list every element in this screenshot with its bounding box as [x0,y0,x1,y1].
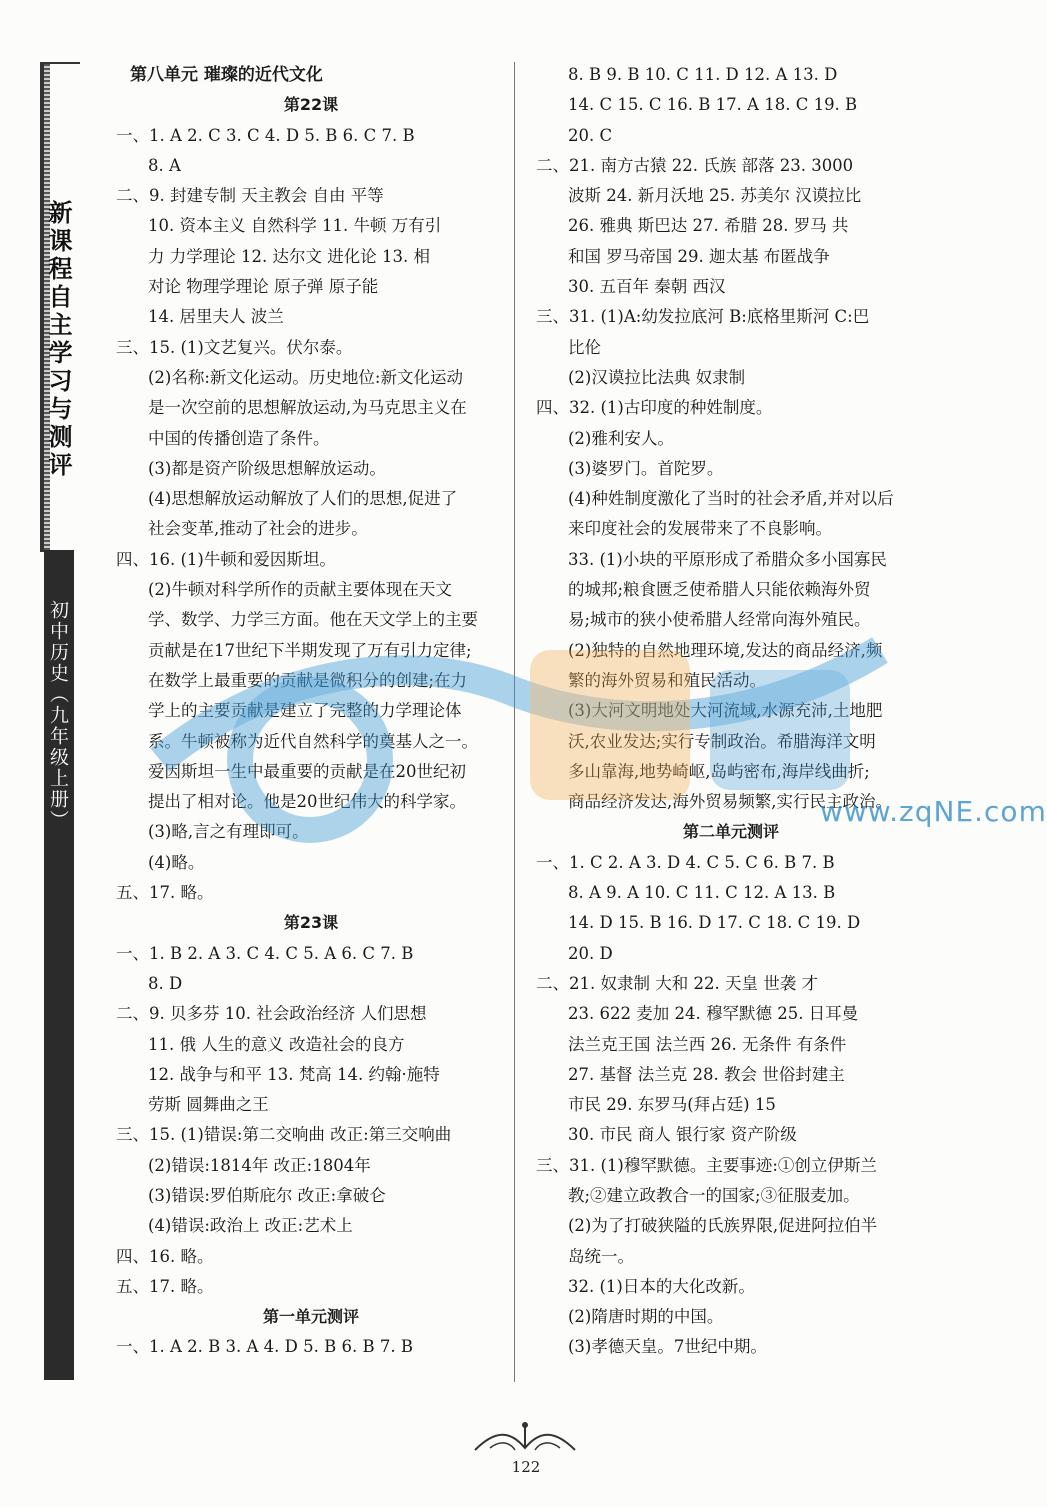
answer-line: 23. 622 麦加 24. 穆罕默德 25. 日耳曼 [568,1004,859,1024]
page-number: 122 [511,1458,541,1476]
answer-line: (2)牛顿对科学所作的贡献主要体现在天文 [148,580,452,600]
answer-line: 爱因斯坦一生中最重要的贡献是在20世纪初 [148,761,466,781]
answer-line: 三、15. (1)错误:第二交响曲 改正:第三交响曲 [116,1125,452,1145]
answer-line: 力 力学理论 12. 达尔文 进化论 13. 相 [148,246,430,266]
answer-line: 8. D [148,973,183,993]
answer-line: 四、16. (1)牛顿和爱因斯坦。 [116,549,336,569]
answer-line: (2)汉谟拉比法典 奴隶制 [568,367,746,387]
answer-line: 岛统一。 [568,1246,634,1266]
answer-line: (3)略,言之有理即可。 [148,822,309,842]
answer-line: 8. B 9. B 10. C 11. D 12. A 13. D [568,65,838,84]
answer-line: 波斯 24. 新月沃地 25. 苏美尔 汉谟拉比 [568,186,862,206]
answer-line: 沃,农业发达;实行专制政治。希腊海洋文明 [568,731,876,751]
answer-line: 33. (1)小块的平原形成了希腊众多小国寡民 [568,549,887,569]
answer-line: 三、31. (1)A:幼发拉底河 B:底格里斯河 C:巴 [536,307,870,327]
answer-line: 一、1. C 2. A 3. D 4. C 5. C 6. B 7. B [536,852,835,872]
answer-line: 易;城市的狭小使希腊人经常向海外殖民。 [568,610,871,630]
answer-line: 11. 俄 人生的意义 改造社会的良方 [148,1034,405,1054]
section-heading: 第八单元 璀璨的近代文化 [130,65,323,85]
answer-line: 四、16. 略。 [116,1246,214,1266]
section-heading: 第一单元测评 [262,1307,359,1327]
answer-line: 商品经济发达,海外贸易频繁,实行民主政治。 [568,792,892,812]
section-heading: 第二单元测评 [682,822,779,842]
answer-line: 五、17. 略。 [116,883,214,903]
answer-line: 的城邦;粮食匮乏使希腊人只能依赖海外贸 [568,580,871,600]
answer-line: 四、32. (1)古印度的种姓制度。 [536,398,773,418]
answer-line: 学上的主要贡献是建立了完整的力学理论体 [148,701,462,721]
answer-line: 二、21. 奴隶制 大和 22. 天皇 世袭 才 [536,973,818,993]
spine-subject-label: 初中历史（九年级上册） [47,600,69,831]
answer-line: 教;②建立政教合一的国家;③征服麦加。 [568,1185,860,1205]
answer-line: (3)婆罗门。首陀罗。 [568,458,724,478]
section-heading: 第22课 [283,95,339,115]
answer-line: 26. 雅典 斯巴达 27. 希腊 28. 罗马 共 [568,216,849,236]
answer-line: (2)为了打破狭隘的氏族界限,促进阿拉伯半 [568,1216,878,1236]
answer-line: 二、9. 贝多芬 10. 社会政治经济 人们思想 [116,1004,427,1024]
answer-line: 提出了相对论。他是20世纪伟大的科学家。 [148,792,466,812]
answer-line: 14. D 15. B 16. D 17. C 18. C 19. D [568,913,861,933]
answer-line: (2)独特的自然地理环境,发达的商品经济,频 [568,640,883,660]
answer-line: (4)种姓制度激化了当时的社会矛盾,并对以后 [568,489,894,509]
answer-line: 二、21. 南方古猿 22. 氏族 部落 23. 3000 [536,155,854,175]
watermark-url: www.zqNE.com [820,795,1047,828]
answer-line: 中国的传播创造了条件。 [148,428,330,448]
answer-line: 一、1. A 2. C 3. C 4. D 5. B 6. C 7. B [116,125,415,145]
answer-line: 市民 29. 东罗马(拜占廷) 15 [568,1095,776,1115]
answer-line: (3)孝德天皇。7世纪中期。 [568,1337,767,1357]
answer-line: 30. 五百年 秦朝 西汉 [568,277,726,297]
answer-line: 三、31. (1)穆罕默德。主要事迹:①创立伊斯兰 [536,1155,877,1175]
answer-line: 8. A [148,155,181,175]
answer-line: (3)错误:罗伯斯庇尔 改正:拿破仑 [148,1185,386,1205]
answer-line: 10. 资本主义 自然科学 11. 牛顿 万有引 [148,216,442,236]
right-column [536,60,926,1363]
column-divider [514,62,515,1382]
answer-line: 一、1. B 2. A 3. C 4. C 5. A 6. C 7. B [116,943,414,963]
answer-line: 学、数学、力学三方面。他在天文学上的主要 [148,610,478,630]
answer-line: 社会变革,推动了社会的进步。 [148,519,368,539]
answer-line: (4)错误:政治上 改正:艺术上 [148,1216,353,1236]
answer-line: 五、17. 略。 [116,1276,214,1296]
answer-line: (4)思想解放运动解放了人们的思想,促进了 [148,489,458,509]
answer-line: 是一次空前的思想解放运动,为马克思主义在 [148,398,467,418]
answer-line: (2)雅利安人。 [568,428,674,448]
answer-line: 来印度社会的发展带来了不良影响。 [568,519,832,539]
answer-line: 在数学上最重要的贡献是微积分的创建;在力 [148,670,468,690]
answer-line: 20. C [568,125,613,145]
answer-line: 法兰克王国 法兰西 26. 无条件 有条件 [568,1034,847,1054]
answer-line: 和国 罗马帝国 29. 迦太基 布匿战争 [568,246,830,266]
answer-line: 一、1. A 2. B 3. A 4. D 5. B 6. B 7. B [116,1337,413,1357]
footer-ornament-icon [470,1420,580,1460]
answer-line: (3)大河文明地处大河流域,水源充沛,土地肥 [568,701,883,721]
answer-line: 二、9. 封建专制 天主教会 自由 平等 [116,186,384,206]
answer-line: 三、15. (1)文艺复兴。伏尔泰。 [116,337,353,357]
answer-line: 多山靠海,地势崎岖,岛屿密布,海岸线曲折; [568,761,870,781]
answer-line: 14. C 15. C 16. B 17. A 18. C 19. B [568,95,858,115]
spine-series-title: 新课程自主学习与测评 [44,200,72,480]
answer-line: (2)隋唐时期的中国。 [568,1307,724,1327]
answer-line: 贡献是在17世纪下半期发现了万有引力定律; [148,640,472,660]
answer-line: 12. 战争与和平 13. 梵高 14. 约翰·施特 [148,1064,440,1084]
left-column [116,60,506,1363]
answer-line: (2)名称:新文化运动。历史地位:新文化运动 [148,367,463,387]
answer-line: 30. 市民 商人 银行家 资产阶级 [568,1125,797,1145]
answer-line: 27. 基督 法兰克 28. 教会 世俗封建主 [568,1064,845,1084]
answer-line: 系。牛顿被称为近代自然科学的奠基人之一。 [148,731,478,751]
answer-line: 劳斯 圆舞曲之王 [148,1095,269,1115]
answer-line: 繁的海外贸易和殖民活动。 [568,670,766,690]
answer-line: (2)错误:1814年 改正:1804年 [148,1155,371,1175]
answer-line: 14. 居里夫人 波兰 [148,307,284,327]
answer-line: 8. A 9. A 10. C 11. C 12. A 13. B [568,883,836,903]
answer-line: 20. D [568,943,613,963]
answer-line: (4)略。 [148,852,205,872]
answer-line: 对论 物理学理论 原子弹 原子能 [148,277,379,297]
section-heading: 第23课 [283,913,339,933]
answer-line: (3)都是资产阶级思想解放运动。 [148,458,386,478]
answer-line: 比伦 [568,337,601,357]
answer-line: 32. (1)日本的大化改新。 [568,1276,755,1296]
